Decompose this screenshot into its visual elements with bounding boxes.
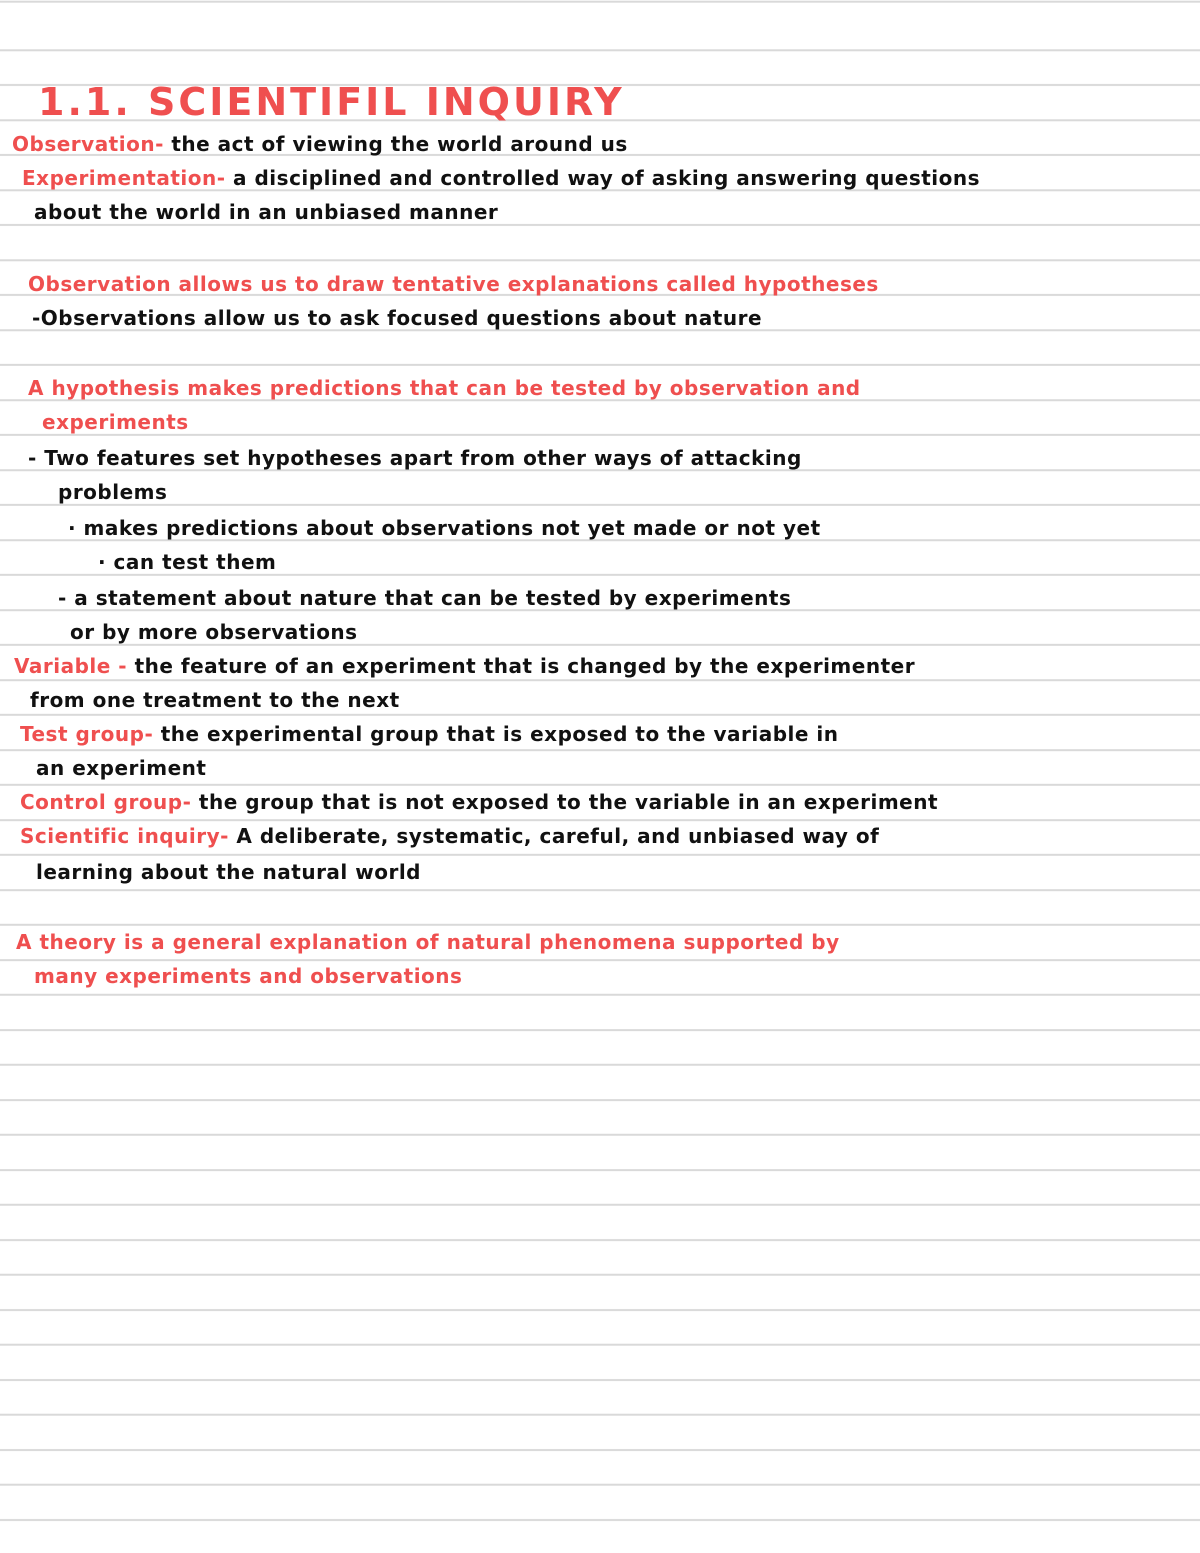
- two-features-bullet-cont: problems: [58, 480, 168, 504]
- scientific-inquiry-definition: A deliberate, systematic, careful, and unbiased way of: [236, 824, 880, 848]
- scientific-inquiry-line: [20, 824, 879, 848]
- variable-term: Variable -: [14, 654, 128, 678]
- observation-definition: the act of viewing the world around us: [171, 132, 628, 156]
- experimentation-definition-cont: about the world in an unbiased manner: [34, 200, 499, 224]
- scientific-inquiry-term: Scientific inquiry-: [20, 824, 229, 848]
- experimentation-line: [22, 166, 980, 190]
- hypothesis-statement: A hypothesis makes predictions that can be tested by observation and: [28, 376, 861, 400]
- test-group-definition-cont: an experiment: [36, 756, 207, 780]
- variable-definition-cont: from one treatment to the next: [30, 688, 400, 712]
- observations-bullet: -Observations allow us to ask focused questions about nature: [32, 306, 763, 330]
- statement-bullet: - a statement about nature that can be tested by experiments: [58, 586, 792, 610]
- test-group-term: Test group-: [20, 722, 154, 746]
- sub-bullet-test: · can test them: [98, 550, 277, 574]
- test-group-line: [20, 722, 839, 746]
- experimentation-definition: a disciplined and controlled way of asking answering questions: [233, 166, 981, 190]
- observation-allows-statement: Observation allows us to draw tentative explanations called hypotheses: [28, 272, 879, 296]
- scientific-inquiry-definition-cont: learning about the natural world: [36, 860, 421, 884]
- observation-term: Observation-: [12, 132, 164, 156]
- two-features-bullet: - Two features set hypotheses apart from other ways of attacking: [28, 446, 802, 470]
- theory-statement: A theory is a general explanation of natural phenomena supported by: [16, 930, 840, 954]
- control-group-term: Control group-: [20, 790, 192, 814]
- control-group-line: [20, 790, 938, 814]
- test-group-definition: the experimental group that is exposed to the variable in: [160, 722, 839, 746]
- variable-definition: the feature of an experiment that is changed by the experimenter: [134, 654, 916, 678]
- hypothesis-statement-cont: experiments: [42, 410, 189, 434]
- observation-line: [12, 132, 628, 156]
- page-title: 1.1. SCIENTIFIL INQUIRY: [38, 80, 625, 124]
- variable-line: [14, 654, 915, 678]
- statement-bullet-cont: or by more observations: [70, 620, 358, 644]
- control-group-definition: the group that is not exposed to the variable in an experiment: [198, 790, 939, 814]
- sub-bullet-predictions: · makes predictions about observations not yet made or not yet: [68, 516, 821, 540]
- experimentation-term: Experimentation-: [22, 166, 226, 190]
- theory-statement-cont: many experiments and observations: [34, 964, 463, 988]
